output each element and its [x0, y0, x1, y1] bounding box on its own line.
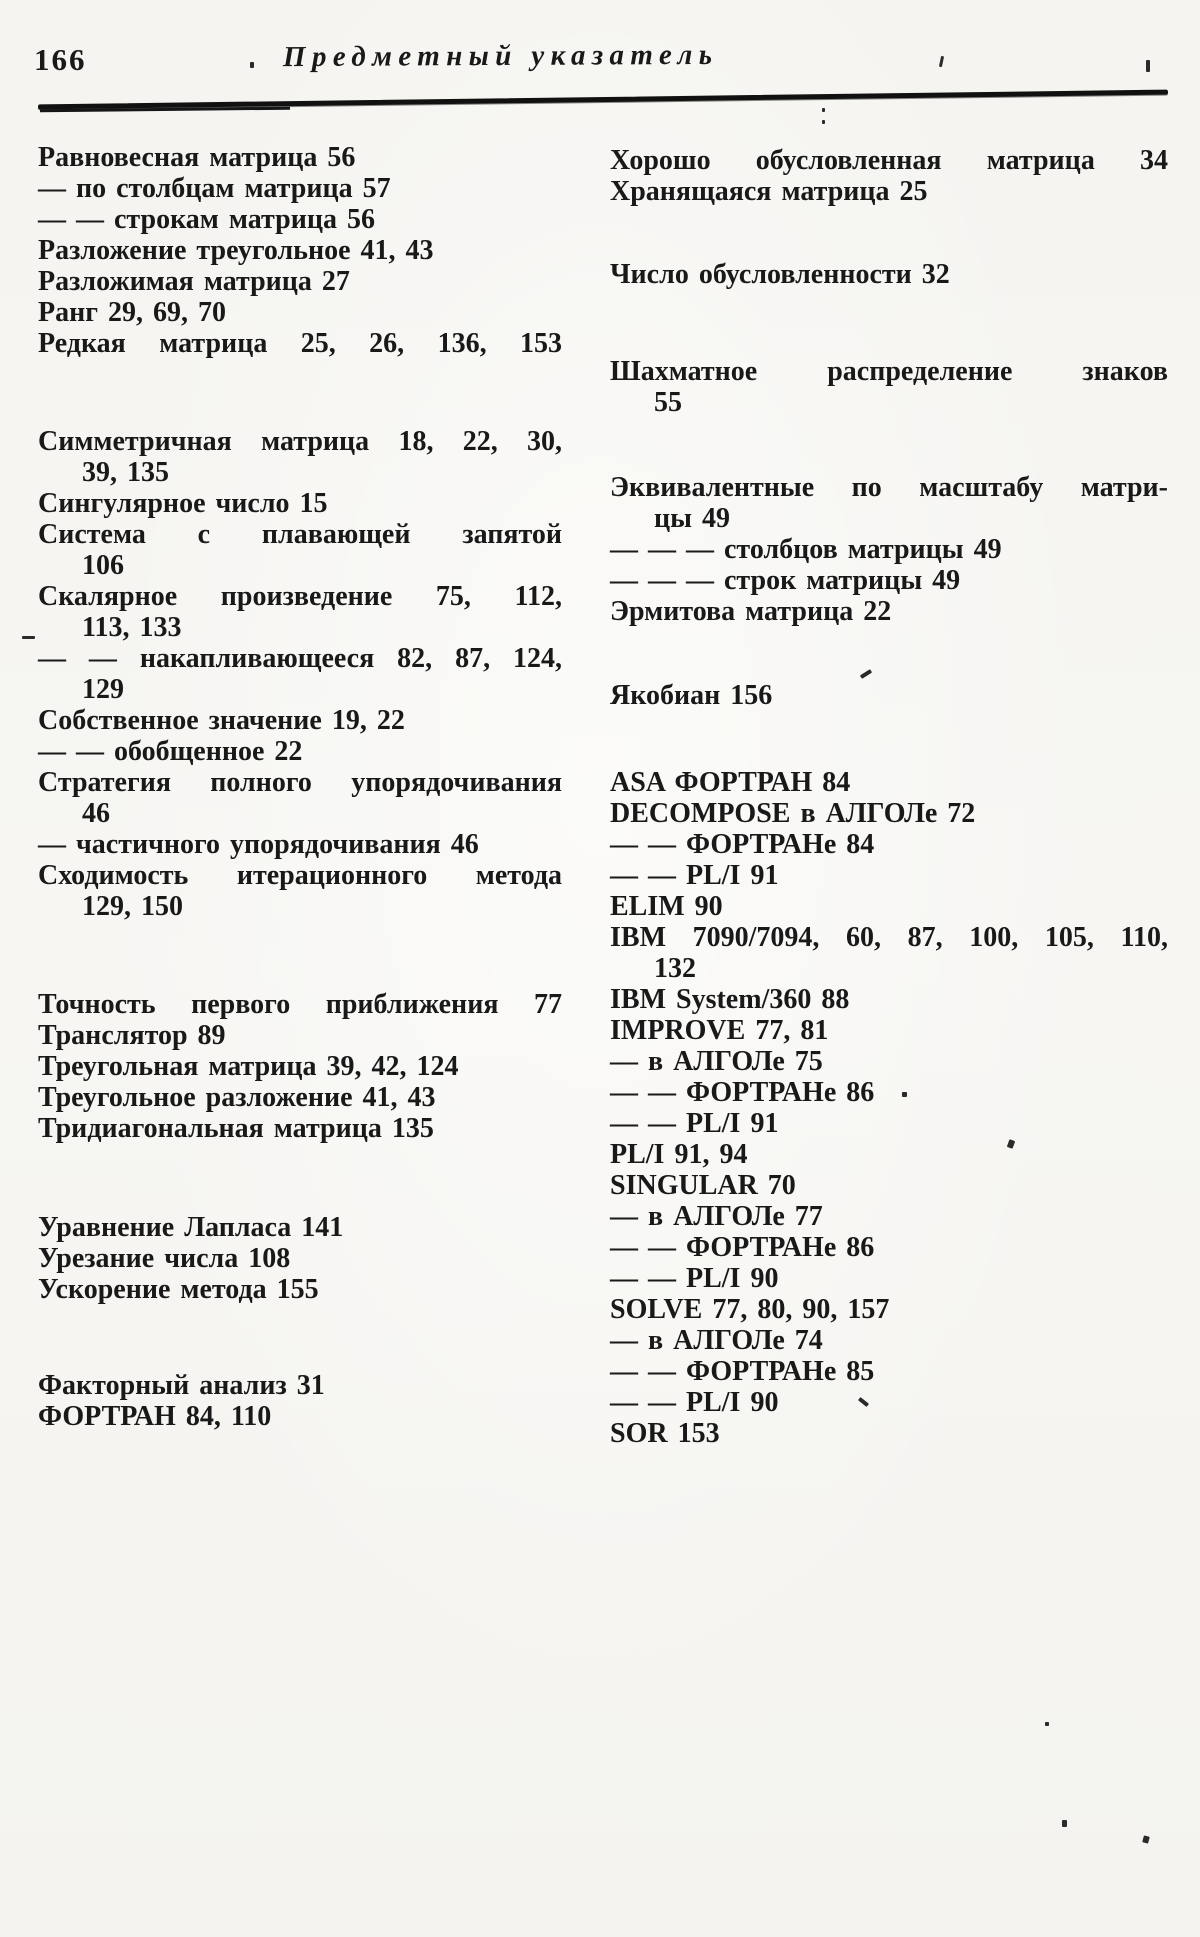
index-entry: — частичного упорядочивания 46	[38, 829, 479, 860]
running-title: Предметный указатель	[282, 38, 719, 74]
index-entry: Шахматное распределение знаков	[610, 356, 1168, 387]
index-entry: Система с плавающей запятой	[38, 519, 562, 550]
index-entry: — — PL/I 90	[610, 1263, 779, 1294]
index-entry: SOR 153	[610, 1418, 720, 1449]
index-entry: — — ФОРТРАНе 84	[610, 829, 875, 860]
index-entry: — — PL/I 91	[610, 1108, 779, 1139]
index-entry: — — ФОРТРАНе 86	[610, 1077, 875, 1108]
index-entry: Симметричная матрица 18, 22, 30,	[38, 426, 562, 457]
index-entry: ELIM 90	[610, 891, 723, 922]
index-entry: IMPROVE 77, 81	[610, 1015, 829, 1046]
index-entry: — — — строк матрицы 49	[610, 565, 961, 596]
index-entry: — — PL/I 90	[610, 1387, 779, 1418]
index-entry: Хранящаяся матрица 25	[610, 176, 928, 207]
index-entry: — в АЛГОЛе 75	[610, 1046, 823, 1077]
index-entry: ASA ФОРТРАН 84	[610, 767, 851, 798]
index-entry: Ускорение метода 155	[38, 1274, 319, 1305]
index-entry: 113, 133	[82, 612, 182, 643]
index-entry: 39, 135	[82, 457, 169, 488]
scan-speck	[1146, 60, 1150, 72]
index-entry: — по столбцам матрица 57	[38, 173, 391, 204]
index-entry: Треугольное разложение 41, 43	[38, 1082, 436, 1113]
index-entry: — — ФОРТРАНе 85	[610, 1356, 875, 1387]
index-entry: 129	[82, 674, 124, 705]
index-entry: IBM System/360 88	[610, 984, 850, 1015]
index-entry: Сходимость итерационного метода	[38, 860, 562, 891]
header-rule	[38, 90, 1168, 110]
scan-speck	[822, 108, 825, 112]
index-entry: 46	[82, 798, 110, 829]
index-entry: Уравнение Лапласа 141	[38, 1212, 344, 1243]
index-entry: Собственное значение 19, 22	[38, 705, 405, 736]
index-entry: — в АЛГОЛе 77	[610, 1201, 823, 1232]
index-entry: 129, 150	[82, 891, 183, 922]
index-entry: 55	[654, 387, 682, 418]
index-entry: — — обобщенное 22	[38, 736, 303, 767]
index-entry: Урезание числа 108	[38, 1243, 291, 1274]
index-entry: IBM 7090/7094, 60, 87, 100, 105, 110,	[610, 922, 1168, 953]
index-entry: Тридиагональная матрица 135	[38, 1113, 434, 1144]
index-column-left	[38, 142, 562, 1432]
index-entry: Редкая матрица 25, 26, 136, 153	[38, 328, 562, 359]
index-entry: Эквивалентные по масштабу матри-	[610, 472, 1168, 503]
index-entry: Транслятор 89	[38, 1020, 226, 1051]
index-entry: Сингулярное число 15	[38, 488, 328, 519]
page-number: 166	[34, 42, 87, 77]
index-entry: SINGULAR 70	[610, 1170, 796, 1201]
index-entry: Ранг 29, 69, 70	[38, 297, 226, 328]
scan-speck	[1062, 1820, 1067, 1827]
index-entry: Разложимая матрица 27	[38, 266, 350, 297]
index-entry: цы 49	[654, 503, 730, 534]
index-entry: — — — столбцов матрицы 49	[610, 534, 1002, 565]
scan-speck	[22, 636, 35, 639]
index-entry: Якобиан 156	[610, 680, 773, 711]
index-entry: Факторный анализ 31	[38, 1370, 325, 1401]
index-entry: PL/I 91, 94	[610, 1139, 748, 1170]
index-entry: Хорошо обусловленная матрица 34	[610, 145, 1168, 176]
scan-speck	[1045, 1722, 1049, 1726]
index-entry: — — строкам матрица 56	[38, 204, 375, 235]
index-entry: 106	[82, 550, 124, 581]
index-entry: Равновесная матрица 56	[38, 142, 356, 173]
scan-speck	[250, 62, 254, 68]
index-entry: — — накапливающееся 82, 87, 124,	[38, 643, 562, 674]
index-column-right	[610, 145, 1168, 1449]
index-entry: Треугольная матрица 39, 42, 124	[38, 1051, 459, 1082]
index-entry: — — PL/I 91	[610, 860, 779, 891]
index-entry: 132	[654, 953, 696, 984]
index-entry: Разложение треугольное 41, 43	[38, 235, 434, 266]
scan-speck	[1142, 1835, 1150, 1843]
index-entry: DECOMPOSE в АЛГОЛе 72	[610, 798, 976, 829]
index-entry: Число обусловленности 32	[610, 259, 950, 290]
index-entry: SOLVE 77, 80, 90, 157	[610, 1294, 890, 1325]
index-entry: Точность первого приближения 77	[38, 989, 562, 1020]
index-entry: — в АЛГОЛе 74	[610, 1325, 823, 1356]
scan-speck	[939, 56, 944, 67]
scan-speck	[902, 1092, 907, 1097]
index-entry: Скалярное произведение 75, 112,	[38, 581, 562, 612]
index-entry: ФОРТРАН 84, 110	[38, 1401, 272, 1432]
index-entry: — — ФОРТРАНе 86	[610, 1232, 875, 1263]
index-entry: Стратегия полного упорядочивания	[38, 767, 562, 798]
index-entry: Эрмитова матрица 22	[610, 596, 892, 627]
